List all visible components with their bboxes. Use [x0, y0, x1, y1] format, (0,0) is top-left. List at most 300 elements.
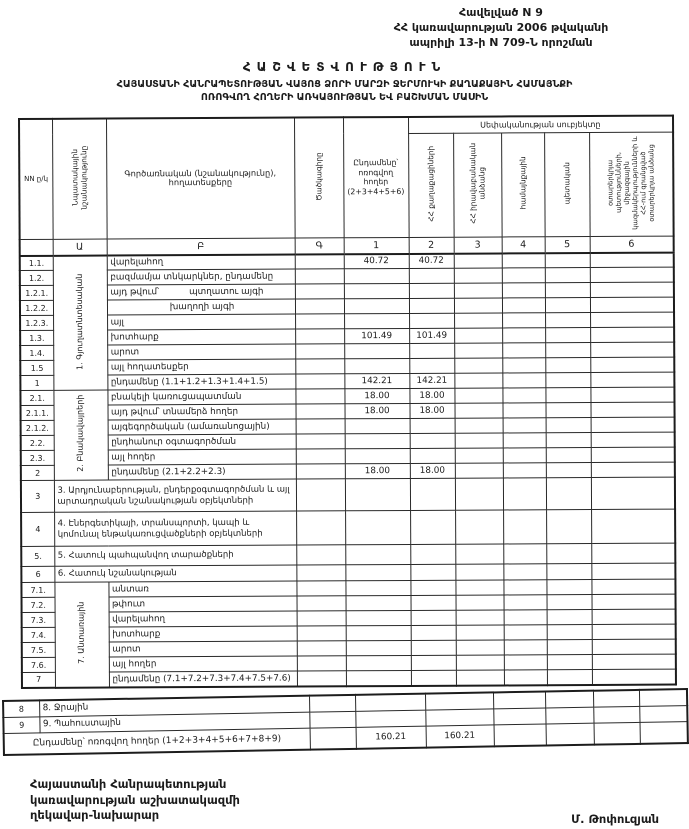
summary-totals-table	[2, 688, 689, 756]
code-cell	[295, 359, 344, 374]
value-cell	[409, 268, 454, 283]
value-cell	[456, 640, 504, 655]
nn-cell: 1.3.	[20, 330, 53, 345]
value-cell	[502, 313, 545, 328]
label-main: պտղատու այգի	[189, 286, 264, 298]
value-cell	[503, 580, 546, 595]
label-cell: այգեգործական (ամառանոցային)	[108, 419, 296, 435]
nn-cell: 1.2.	[20, 270, 53, 285]
nn-cell: 7.4.	[22, 627, 55, 642]
signature-org-line-3: ղեկավար-նախարար	[30, 808, 160, 823]
value-cell	[503, 418, 546, 433]
value-cell	[455, 463, 503, 478]
value-cell	[409, 313, 454, 328]
value-cell	[591, 543, 675, 563]
value-cell	[346, 595, 411, 610]
value-cell	[590, 342, 674, 357]
value-cell	[345, 478, 410, 510]
value-cell	[545, 343, 590, 358]
value-cell	[502, 298, 545, 313]
nn-cell: 1.1.	[20, 255, 53, 270]
value-cell	[546, 544, 591, 564]
col-header-c3	[453, 132, 502, 236]
value-cell	[344, 313, 409, 328]
value-cell	[345, 418, 410, 433]
irrigated-lands-table	[18, 115, 677, 689]
value-cell	[545, 298, 590, 313]
value-cell	[345, 580, 410, 595]
value-cell	[546, 510, 591, 544]
value-cell	[545, 388, 590, 403]
label-cell: խոտհարք	[107, 329, 295, 345]
page-subtitle	[0, 79, 689, 105]
value-cell	[639, 689, 687, 706]
value-cell	[503, 544, 546, 564]
nn-cell: 2.1.2.	[21, 420, 54, 435]
value-cell	[592, 594, 676, 609]
value-cell	[592, 639, 676, 654]
label-cell: այդ թվում՝ տնամերձ հողեր	[108, 404, 296, 420]
value-cell	[502, 328, 545, 343]
column-letter-cell: Գ	[295, 237, 344, 254]
code-cell	[295, 389, 344, 404]
value-cell	[454, 358, 502, 373]
code-cell	[297, 641, 346, 656]
col-header-ownership: Սեփականության սուբյեկտը	[408, 116, 673, 133]
label-cell: վարելահող	[109, 611, 297, 627]
value-cell	[454, 328, 502, 343]
col-header-c4-text: համայնքային	[518, 156, 528, 210]
value-cell	[411, 595, 456, 610]
value-cell	[547, 625, 592, 640]
value-cell	[493, 708, 545, 725]
value-cell	[546, 433, 591, 448]
value-cell	[547, 670, 592, 685]
value-cell: 18.00	[410, 463, 455, 478]
value-cell	[593, 706, 639, 723]
value-cell	[545, 707, 593, 724]
value-cell	[411, 625, 456, 640]
value-cell	[592, 609, 676, 624]
nn-cell: 3	[21, 480, 54, 512]
label-cell: ընդամենը (2.1+2.2+2.3)	[108, 464, 296, 480]
subtitle-line-1: ՀԱՅԱՍՏԱՆԻ ՀԱՆՐԱՊԵՏՈՒԹՅԱՆ ՎԱՅՈՑ ՁՈՐԻ ՄԱՐԶԻ ՋԵՐՄՈՒԿԻ ՔԱՂԱՔԱՅԻՆ ՀԱՄԱՅՆՔԻ	[116, 79, 573, 90]
value-cell	[344, 268, 409, 283]
code-cell	[296, 404, 345, 419]
value-cell	[546, 580, 591, 595]
value-cell: 142.21	[344, 373, 409, 388]
value-cell	[545, 358, 590, 373]
value-cell	[346, 655, 411, 670]
code-cell	[295, 374, 344, 389]
value-cell	[590, 387, 674, 402]
value-cell	[345, 564, 410, 580]
label-cell: 8. Ջրային	[39, 696, 309, 717]
value-cell	[344, 298, 409, 313]
value-cell	[454, 313, 502, 328]
value-cell	[455, 433, 503, 448]
value-cell	[591, 462, 675, 477]
value-cell	[503, 564, 546, 580]
code-cell	[296, 511, 345, 545]
value-cell	[355, 694, 425, 711]
value-cell	[504, 595, 547, 610]
value-cell	[410, 433, 455, 448]
value-cell	[591, 432, 675, 447]
label-cell: բնակելի կառուցապատման	[107, 389, 295, 405]
value-cell	[591, 509, 675, 543]
group-cell	[53, 390, 107, 480]
col-header-total: Ընդամենը՝ ոռոգվող հողեր (2+3+4+5+6)	[343, 117, 409, 237]
value-cell	[591, 477, 675, 509]
nn-cell: 2	[21, 465, 54, 480]
category-label-cell: 6. Հատուկ նշանակության	[54, 565, 296, 582]
value-cell	[590, 327, 674, 342]
nn-cell: 2.3.	[21, 450, 54, 465]
value-cell: 18.00	[345, 463, 410, 478]
value-cell	[502, 268, 545, 283]
value-cell	[410, 544, 455, 564]
nn-cell: 1.2.1.	[20, 285, 53, 300]
table-row	[21, 477, 675, 512]
col-header-nn: NN ը/կ	[19, 119, 53, 239]
label-cell: թփուտ	[109, 596, 297, 612]
value-cell	[344, 358, 409, 373]
value-cell	[640, 721, 688, 744]
table-row	[22, 669, 676, 687]
group-cell-text: 2. Բնակավայրերի	[75, 395, 85, 473]
nn-cell: 6	[21, 566, 54, 582]
value-cell	[590, 357, 674, 372]
value-cell	[454, 403, 502, 418]
label-cell: ընդամենը (7.1+7.2+7.3+7.4+7.5+7.6)	[109, 671, 297, 687]
code-cell	[296, 479, 345, 511]
value-cell	[346, 625, 411, 640]
value-cell	[502, 388, 545, 403]
label-cell: խոտհարք	[109, 626, 297, 642]
value-cell	[545, 328, 590, 343]
column-letter-cell: 3	[454, 236, 502, 253]
value-cell	[455, 544, 503, 564]
col-header-c6	[589, 132, 674, 236]
appendix-line-3: ապրիլի 13-ի N 709-Ն որոշման	[409, 35, 593, 49]
col-header-c4	[501, 132, 545, 236]
value-cell	[454, 373, 502, 388]
nn-cell: 2.2.	[21, 435, 54, 450]
label-cell	[107, 284, 295, 300]
col-header-code	[294, 117, 344, 237]
value-cell	[410, 448, 455, 463]
label-cell: անտառ	[108, 581, 296, 597]
value-cell	[345, 448, 410, 463]
value-cell	[456, 670, 504, 685]
value-cell	[454, 298, 502, 313]
value-cell	[502, 358, 545, 373]
value-cell	[454, 253, 502, 268]
nn-cell: 4	[21, 512, 54, 546]
value-cell	[454, 388, 502, 403]
label-cell	[107, 299, 295, 315]
column-letter-cell: 1	[344, 237, 409, 254]
code-cell	[296, 449, 345, 464]
value-cell	[547, 610, 592, 625]
value-cell	[454, 283, 502, 298]
value-cell	[504, 640, 547, 655]
label-split	[110, 287, 293, 298]
nn-cell: 7	[22, 672, 55, 687]
code-cell	[297, 671, 346, 686]
code-cell	[296, 581, 345, 596]
code-cell	[296, 464, 345, 479]
value-cell	[410, 580, 455, 595]
value-cell	[410, 418, 455, 433]
code-cell	[296, 545, 345, 565]
code-cell	[309, 711, 355, 728]
signature-org-line-2: կառավարության աշխատակազմի	[30, 792, 240, 807]
group-cell-text: 7. Անտառային	[76, 601, 86, 665]
value-cell	[346, 670, 411, 685]
value-cell	[411, 670, 456, 685]
nn-cell: 9	[3, 716, 39, 733]
value-cell: 18.00	[344, 388, 409, 403]
label-cell: վարելահող	[107, 254, 295, 270]
value-cell	[502, 373, 545, 388]
nn-cell: 7.3.	[22, 612, 55, 627]
code-cell	[295, 284, 344, 299]
code-cell	[297, 656, 346, 671]
value-cell	[592, 654, 676, 669]
summary-total-label: Ընդամենը՝ ոռոգվող հողեր (1+2+3+4+5+6+7+8+9)	[4, 728, 310, 755]
code-cell	[297, 626, 346, 641]
signature-name: Մ. Թոփուզյան	[571, 812, 659, 826]
value-cell	[345, 510, 410, 544]
value-cell: 160.21	[356, 726, 426, 749]
column-letter-cell: 2	[409, 237, 454, 254]
value-cell: 18.00	[345, 403, 410, 418]
value-cell	[592, 624, 676, 639]
value-cell	[590, 312, 674, 327]
value-cell	[493, 692, 545, 709]
value-cell	[503, 433, 546, 448]
category-label-cell: 4. Էներգետիկայի, տրանսպորտի, կապի և կոմունալ ենթակառուցվածքների օբյեկտների	[54, 511, 296, 546]
value-cell	[547, 640, 592, 655]
value-cell	[345, 433, 410, 448]
label-cell: 9. Պահուստային	[39, 712, 309, 733]
signature-org-line-1: Հայաստանի Հանրապետության	[30, 777, 227, 791]
value-cell	[455, 448, 503, 463]
value-cell	[455, 478, 503, 510]
nn-cell: 7.1.	[21, 582, 54, 597]
value-cell	[456, 625, 504, 640]
value-cell	[411, 640, 456, 655]
label-cell: այլ հողատեսքեր	[107, 359, 295, 375]
value-cell	[590, 402, 674, 417]
label-cell: ընդհանուր օգտագործման	[108, 434, 296, 450]
value-cell	[590, 297, 674, 312]
code-cell	[296, 419, 345, 434]
code-cell	[295, 254, 344, 269]
value-cell	[546, 418, 591, 433]
value-cell	[502, 403, 545, 418]
value-cell	[504, 625, 547, 640]
code-cell	[295, 329, 344, 344]
label-main: խաղողի այգի	[169, 301, 235, 313]
value-cell	[546, 564, 591, 580]
label-cell: այլ հողեր	[109, 656, 297, 672]
label-prefix: այդ թվում՝	[110, 287, 160, 298]
value-cell	[409, 358, 454, 373]
value-cell	[590, 372, 674, 387]
value-cell: 18.00	[409, 388, 454, 403]
column-letter-cell: 5	[545, 236, 590, 253]
value-cell	[590, 252, 674, 267]
col-header-c5	[544, 132, 590, 236]
code-cell	[296, 434, 345, 449]
value-cell	[546, 478, 591, 510]
code-cell	[295, 299, 344, 314]
nn-cell: 5.	[21, 546, 54, 566]
col-header-name: Գործառնական (նշանակությունը), հողատեսքերը	[106, 118, 295, 239]
value-cell	[410, 478, 455, 510]
column-letter-cell: 4	[502, 236, 545, 253]
category-label-cell: 3. Արդյունաբերության, ընդերքօգտագործման և այլ արտադրական նշանակության օբյեկտների	[54, 479, 296, 512]
table-row	[21, 509, 675, 546]
code-cell	[296, 565, 345, 581]
value-cell	[547, 595, 592, 610]
value-cell	[411, 610, 456, 625]
label-cell: բազմամյա տնկարկներ, ընդամենը	[107, 269, 295, 285]
value-cell	[504, 670, 547, 685]
column-letter-cell: 6	[590, 236, 674, 253]
value-cell	[545, 313, 590, 328]
value-cell	[456, 595, 504, 610]
label-cell: արոտ	[109, 641, 297, 657]
value-cell: 101.49	[344, 328, 409, 343]
code-cell	[297, 596, 346, 611]
signature-block	[30, 777, 240, 824]
value-cell: 40.72	[344, 253, 409, 268]
code-cell	[295, 269, 344, 284]
value-cell	[547, 655, 592, 670]
value-cell	[344, 343, 409, 358]
code-cell	[309, 695, 355, 712]
column-letter-cell	[20, 239, 53, 256]
value-cell	[494, 724, 546, 747]
value-cell	[503, 510, 546, 544]
nn-cell: 1.4.	[20, 345, 53, 360]
col-header-c3-text: ՀՀ իրավաբանական անձանց	[468, 142, 487, 224]
code-cell	[297, 611, 346, 626]
code-cell	[295, 314, 344, 329]
value-cell	[546, 463, 591, 478]
value-cell	[425, 692, 493, 709]
code-cell	[310, 727, 356, 750]
nn-cell: 2.1.1.	[21, 405, 54, 420]
value-cell	[504, 610, 547, 625]
value-cell	[346, 610, 411, 625]
nn-cell: 7.2.	[22, 597, 55, 612]
value-cell	[546, 448, 591, 463]
value-cell	[410, 510, 455, 544]
col-header-purpose-text: Նպատակային նշանակությունը	[70, 145, 89, 210]
value-cell	[591, 563, 675, 579]
value-cell	[503, 463, 546, 478]
value-cell	[545, 373, 590, 388]
col-header-purpose	[52, 119, 107, 239]
label-cell: արոտ	[107, 344, 295, 360]
value-cell	[593, 690, 639, 707]
label-cell: այլ	[107, 314, 295, 330]
value-cell	[455, 580, 503, 595]
value-cell	[454, 343, 502, 358]
col-header-code-text: Ծածկագիրը	[314, 152, 324, 201]
value-cell	[502, 283, 545, 298]
label-cell: այլ հողեր	[108, 449, 296, 465]
value-cell	[425, 708, 493, 725]
col-header-c6-text: օտարերկրյա պետությունների, միջազգային կազմակերպությունների և ՀՀ-ում գրանցված օտարերկրյա անձանց	[606, 135, 656, 230]
value-cell	[455, 564, 503, 580]
value-cell	[591, 417, 675, 432]
value-cell	[594, 722, 640, 745]
appendix-line-2: ՀՀ կառավարության 2006 թվականի	[393, 20, 609, 34]
page-title: ՀԱՇՎԵՏՎՈՒԹՅՈՒՆ	[242, 60, 447, 74]
value-cell	[592, 669, 676, 684]
nn-cell: 1	[20, 375, 53, 390]
label-split	[110, 302, 293, 313]
value-cell	[504, 655, 547, 670]
subtitle-line-2: ՈՌՈԳՎՈՂ ՀՈՂԵՐԻ ԱՌԿԱՅՈՒԹՅԱՆ ԵՎ ԲԱՇԽՄԱՆ ՄԱՍԻՆ	[200, 91, 489, 103]
value-cell	[590, 267, 674, 282]
value-cell	[503, 478, 546, 510]
value-cell	[455, 510, 503, 544]
value-cell	[456, 610, 504, 625]
value-cell	[411, 655, 456, 670]
appendix-reference	[321, 6, 681, 51]
value-cell	[545, 253, 590, 268]
value-cell	[409, 298, 454, 313]
column-letter-cell: Բ	[107, 238, 295, 255]
value-cell	[502, 343, 545, 358]
value-cell	[545, 268, 590, 283]
column-letter-cell: Ա	[53, 239, 107, 256]
value-cell	[344, 283, 409, 298]
value-cell	[545, 403, 590, 418]
col-header-c5-text: պետական	[562, 161, 572, 204]
value-cell	[454, 268, 502, 283]
label-cell: ընդամենը (1.1+1.2+1.3+1.4+1.5)	[107, 374, 295, 390]
value-cell	[345, 544, 410, 564]
value-cell	[590, 282, 674, 297]
value-cell	[355, 710, 425, 727]
appendix-line-1: Հավելված N 9	[459, 6, 543, 19]
group-cell-text: 1. Գյուղատնտեսական	[74, 273, 85, 370]
value-cell	[502, 253, 545, 268]
group-cell	[53, 255, 108, 390]
value-cell	[456, 655, 504, 670]
code-cell	[295, 344, 344, 359]
value-cell	[503, 448, 546, 463]
value-cell: 142.21	[409, 373, 454, 388]
value-cell	[409, 283, 454, 298]
value-cell: 160.21	[426, 724, 494, 747]
nn-cell: 1.2.3.	[20, 315, 53, 330]
value-cell	[591, 447, 675, 462]
col-header-c2-text: ՀՀ քաղաքացիների	[426, 145, 436, 222]
group-cell	[54, 582, 109, 687]
value-cell	[545, 691, 593, 708]
value-cell	[546, 723, 594, 746]
value-cell: 101.49	[409, 328, 454, 343]
